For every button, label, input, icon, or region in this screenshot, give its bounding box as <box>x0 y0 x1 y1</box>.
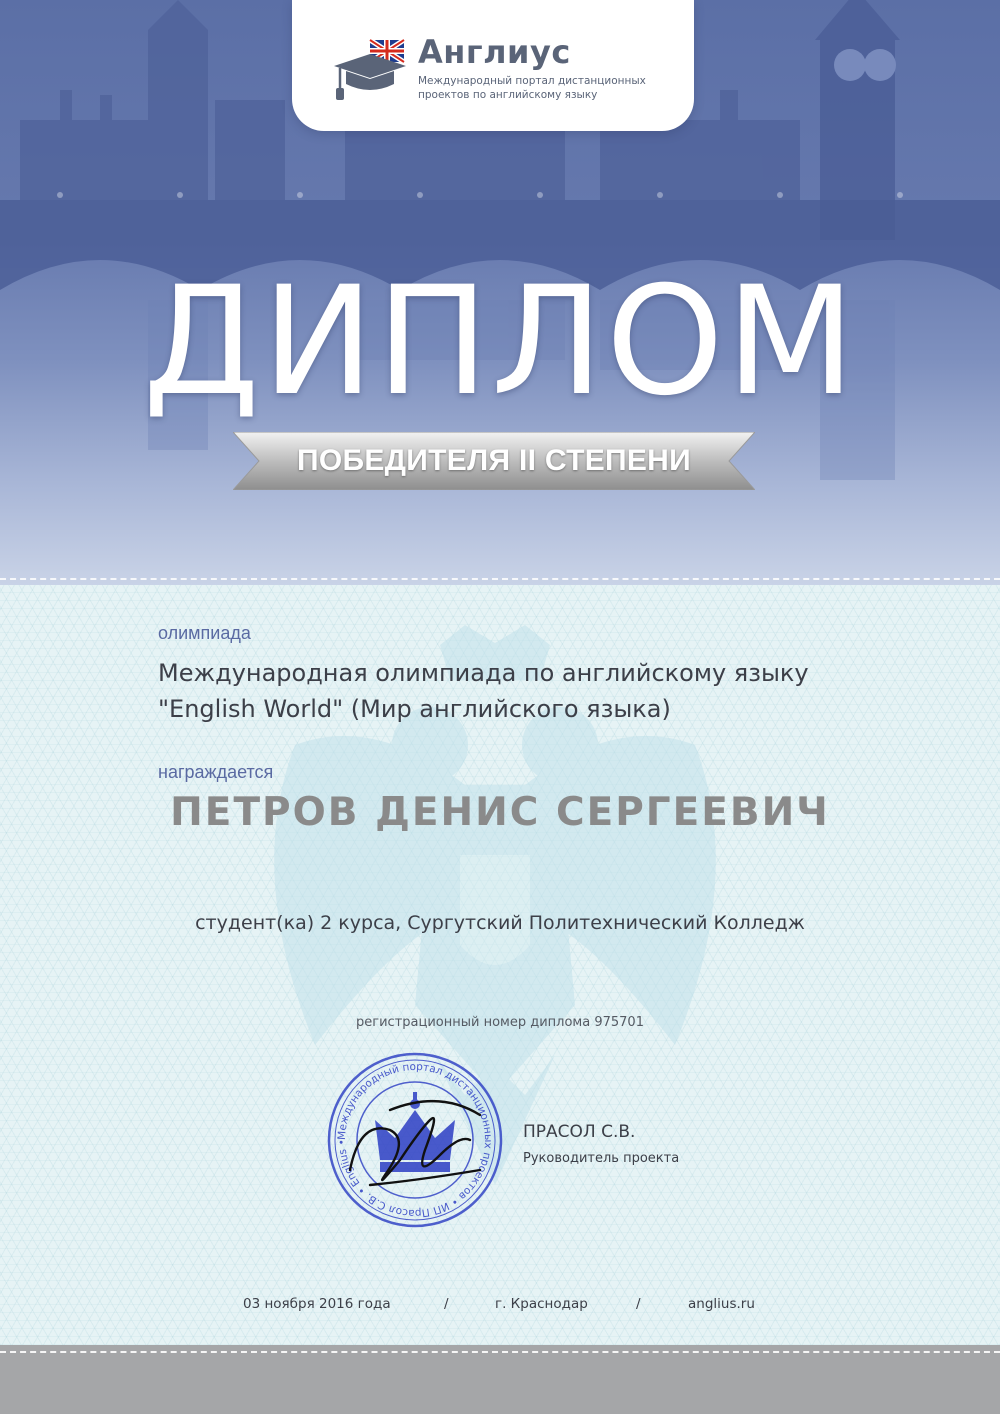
bottom-stitch-divider <box>0 1351 1000 1353</box>
degree-text: ПОБЕДИТЕЛЯ II СТЕПЕНИ <box>296 444 692 477</box>
bottom-band <box>0 1345 1000 1414</box>
website-link[interactable]: anglius.ru <box>688 1296 755 1312</box>
issue-city: г. Краснодар <box>495 1296 588 1312</box>
olympiad-title-line-1: Международная олимпиада по английскому языку <box>158 659 809 687</box>
olympiad-title <box>158 655 878 727</box>
graduation-cap-uk-flag-icon <box>330 38 412 108</box>
footer-separator-2: / <box>636 1296 641 1312</box>
signer-name: ПРАСОЛ С.В. <box>523 1122 636 1142</box>
footer-separator-1: / <box>444 1296 449 1312</box>
logo-panel[interactable] <box>292 0 694 131</box>
degree-ribbon <box>233 432 755 490</box>
signer-role: Руководитель проекта <box>523 1151 680 1166</box>
winner-name: ПЕТРОВ ДЕНИС СЕРГЕЕВИЧ <box>170 790 830 835</box>
logo-name: Англиус <box>418 33 571 71</box>
logo-tagline: Международный портал дистанционных проектов по английскому языку <box>418 75 646 101</box>
registration-number: регистрационный номер диплома 975701 <box>356 1015 644 1030</box>
banner-stitch-divider <box>0 578 1000 580</box>
header-banner <box>0 0 1000 585</box>
seal-ring-text: Международный портал дистанционных проектов • ИП Прасол С.В. • Englius • <box>335 1060 495 1220</box>
student-details: студент(ка) 2 курса, Сургутский Политехнический Колледж <box>195 912 805 934</box>
award-label: награждается <box>158 762 274 782</box>
issue-date: 03 ноября 2016 года <box>243 1296 391 1312</box>
diploma-title: ДИПЛОМ <box>142 255 858 429</box>
olympiad-title-line-2: "English World" (Мир английского языка) <box>158 695 671 723</box>
handwritten-signature <box>330 1080 490 1210</box>
olympiad-label: олимпиада <box>158 623 251 643</box>
